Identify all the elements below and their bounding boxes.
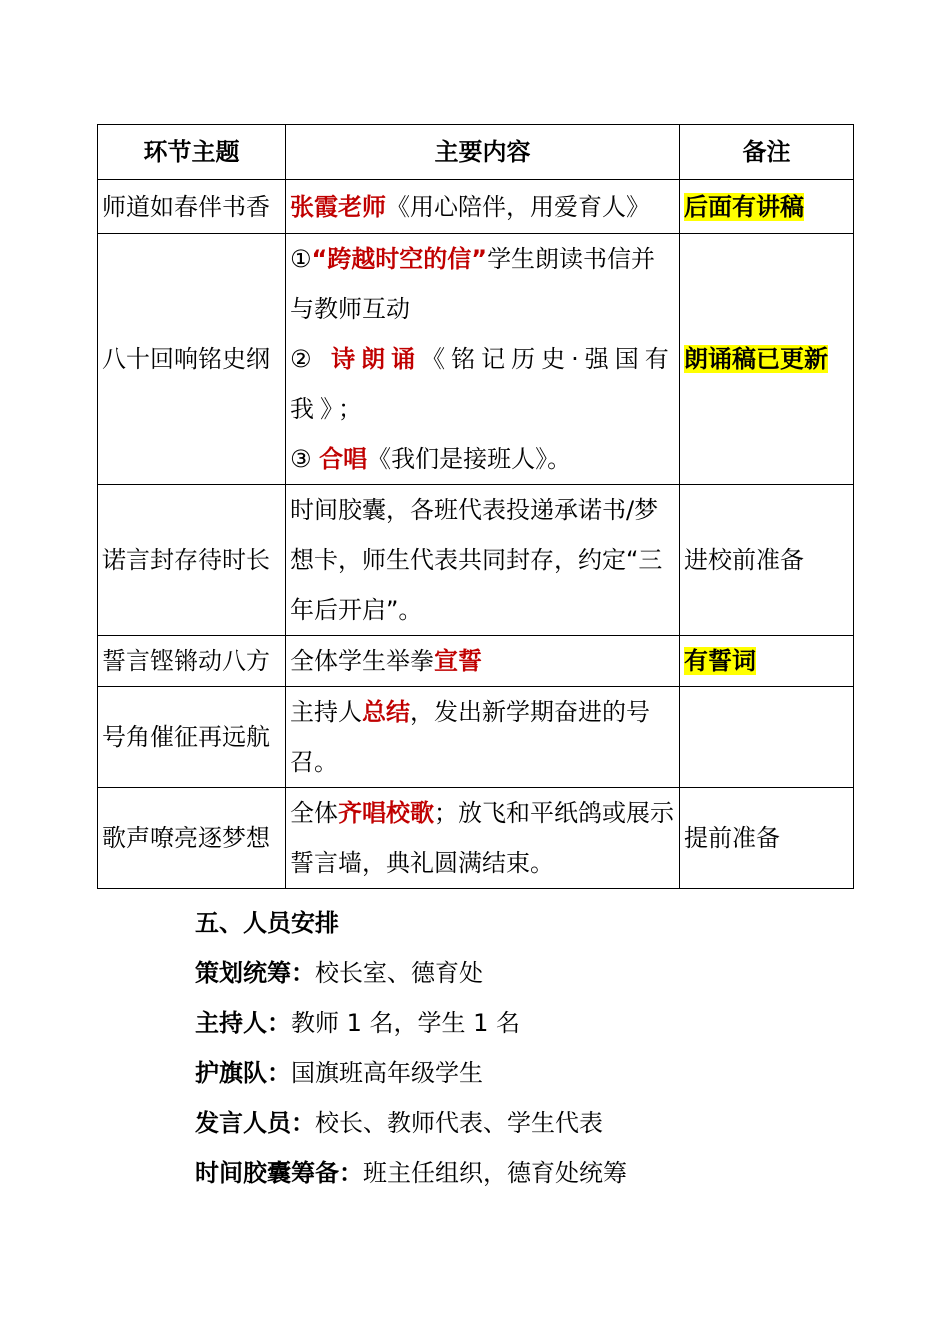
row-theme: 歌声嘹亮逐梦想 (98, 788, 286, 889)
presenter-name: 张霞老师 (290, 192, 386, 221)
item-text: ；放飞和平纸鸽或展示誓言墙，典礼圆满结束。 (290, 799, 674, 877)
row-content: 时间胶囊，各班代表投递承诺书/梦想卡，师生代表共同封存，约定“三年后开启”。 (286, 485, 680, 636)
header-content: 主要内容 (286, 125, 680, 180)
row-content (286, 234, 680, 485)
table-row (98, 234, 854, 485)
row-theme: 誓言铿锵动八方 (98, 636, 286, 687)
item-text: 《我们是接班人》。 (367, 445, 572, 473)
item-text: 主持人 (290, 698, 362, 726)
content-item (290, 434, 679, 484)
speech-title: 《用心陪伴，用爱育人》 (386, 192, 650, 221)
row-note (680, 180, 854, 234)
staff-item (195, 998, 875, 1048)
table-row (98, 788, 854, 889)
section-heading: 五、人员安排 (195, 909, 339, 937)
row-theme: 八十回响铭史纲 (98, 234, 286, 485)
note-highlight: 后面有讲稿 (684, 192, 804, 221)
staff-value: 校长、教师代表、学生代表 (315, 1109, 603, 1137)
staff-label: 策划统筹： (195, 959, 315, 987)
item-text: ，发出新学期奋进的号召。 (290, 698, 650, 776)
table-row (98, 636, 854, 687)
item-text: 学生朗读书信并与教师互动 (290, 245, 656, 323)
table-header-row (98, 125, 854, 180)
staff-value: 班主任组织，德育处统筹 (363, 1159, 627, 1187)
item-emphasis: “跨越时空的信” (311, 245, 488, 273)
staff-item (195, 948, 875, 998)
content-item (290, 234, 679, 334)
content-item (290, 334, 679, 434)
row-content (286, 636, 680, 687)
table-row (98, 687, 854, 788)
staff-value: 教师 1 名，学生 1 名 (291, 1009, 521, 1037)
staff-value: 国旗班高年级学生 (291, 1059, 483, 1087)
staff-label: 主持人： (195, 1009, 291, 1037)
row-note (680, 687, 854, 788)
header-note: 备注 (680, 125, 854, 180)
row-content (286, 687, 680, 788)
item-emphasis: 齐唱校歌 (338, 799, 434, 827)
row-content (286, 180, 680, 234)
staff-item (195, 1098, 875, 1148)
item-emphasis: 诗朗诵 (331, 345, 422, 373)
row-theme: 诺言封存待时长 (98, 485, 286, 636)
item-number: ① (290, 245, 312, 273)
staff-label: 护旗队： (195, 1059, 291, 1087)
item-emphasis: 合唱 (319, 445, 368, 473)
item-text: 《铭记历史·强国有我》； (290, 345, 675, 423)
row-note: 提前准备 (680, 788, 854, 889)
staff-item (195, 1148, 875, 1198)
item-text: 全体学生举拳 (290, 647, 434, 675)
row-theme: 号角催征再远航 (98, 687, 286, 788)
row-content (286, 788, 680, 889)
table-row (98, 485, 854, 636)
row-note (680, 234, 854, 485)
staff-item (195, 1048, 875, 1098)
header-theme: 环节主题 (98, 125, 286, 180)
item-emphasis: 总结 (362, 698, 410, 726)
staff-label: 发言人员： (195, 1109, 315, 1137)
item-number: ② (290, 345, 318, 373)
note-highlight: 有誓词 (684, 647, 756, 675)
staff-value: 校长室、德育处 (315, 959, 483, 987)
table-row (98, 180, 854, 234)
row-note: 进校前准备 (680, 485, 854, 636)
item-number: ③ (290, 445, 312, 473)
item-text: 全体 (290, 799, 338, 827)
note-highlight: 朗诵稿已更新 (684, 345, 828, 373)
row-theme: 师道如春伴书香 (98, 180, 286, 234)
item-emphasis: 宣誓 (434, 647, 482, 675)
row-note (680, 636, 854, 687)
staff-label: 时间胶囊筹备： (195, 1159, 363, 1187)
staff-section (195, 898, 875, 1198)
program-table (97, 124, 854, 889)
